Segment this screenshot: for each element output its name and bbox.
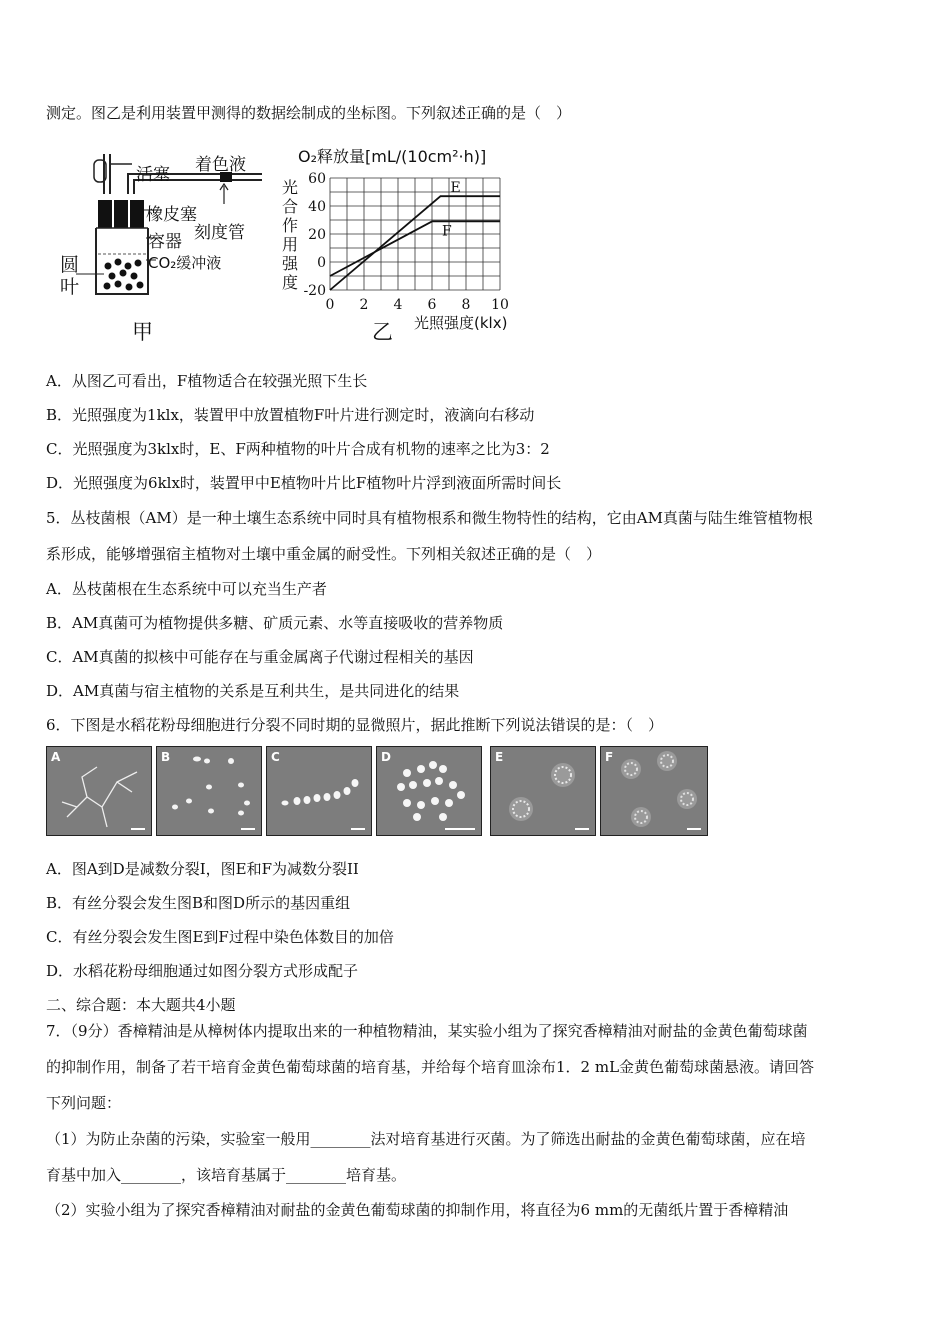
question-4-stem: 测定。图乙是利用装置甲测得的数据绘制成的坐标图。下列叙述正确的是（ ） — [46, 104, 572, 122]
y-tick-label: 60 — [308, 171, 326, 187]
leaf-label-2: 叶 — [60, 276, 80, 298]
q6-option-c: C．有丝分裂会发生图E到F过程中染色体数目的加倍 — [46, 928, 394, 946]
section-heading: 二、综合题：本大题共4小题 — [46, 996, 236, 1014]
series-label-f: F — [442, 223, 452, 240]
apparatus-caption: 甲 — [132, 320, 153, 344]
micrograph-d — [376, 746, 482, 836]
micrograph-b-tag: B — [161, 750, 171, 764]
y-tick-label: 0 — [317, 255, 326, 271]
leaf-label-1: 圆 — [60, 254, 80, 276]
container-label: 容器 — [148, 232, 182, 252]
scale-tube-label: 刻度管 — [194, 223, 245, 243]
x-tick-label: 2 — [359, 297, 369, 313]
x-tick-label: 0 — [325, 297, 335, 313]
y-tick-label: 20 — [308, 227, 326, 243]
q7-line-2: 的抑制作用，制备了若干培育金黄色葡萄球菌的培育基，并给每个培育皿涂布1．2 mL金黄色葡萄球菌悬液。请回答 — [46, 1058, 815, 1076]
q4-option-d: D．光照强度为6klx时，装置甲中E植物叶片比F植物叶片浮到液面所需时间长 — [46, 474, 562, 492]
y-tick-label: 40 — [308, 199, 326, 215]
q5-option-c: C．AM真菌的拟核中可能存在与重金属离子代谢过程相关的基因 — [46, 648, 474, 666]
x-tick-label: 4 — [393, 297, 403, 313]
buffer-label: CO₂缓冲液 — [148, 254, 222, 272]
micrograph-f — [600, 746, 708, 836]
q7-line-3: 下列问题： — [46, 1094, 122, 1112]
graph-caption: 乙 — [372, 320, 393, 344]
x-tick-label: 8 — [461, 297, 471, 313]
q6-stem: 6．下图是水稻花粉母细胞进行分裂不同时期的显微照片，据此推断下列说法错误的是：（ ） — [46, 716, 664, 734]
micrograph-a — [46, 746, 152, 836]
q4-option-c: C．光照强度为3klx时，E、F两种植物的叶片合成有机物的速率之比为3：2 — [46, 440, 550, 458]
micrograph-c-tag: C — [271, 750, 280, 764]
valve-label: 活塞 — [136, 165, 170, 185]
x-tick-label: 10 — [491, 297, 509, 313]
q7-line-4: （1）为防止杂菌的污染，实验室一般用________法对培育基进行灭菌。为了筛选出耐盐的金黄色葡萄球菌，应在培 — [46, 1130, 806, 1148]
series-label-e: E — [450, 180, 461, 197]
micrograph-e-tag: E — [495, 750, 504, 764]
graph-title: O₂释放量[mL/(10cm²·h)] — [298, 147, 487, 166]
y-tick-label: -20 — [303, 283, 326, 299]
x-tick-label: 6 — [427, 297, 437, 313]
q7-line-6: （2）实验小组为了探究香樟精油对耐盐的金黄色葡萄球菌的抑制作用，将直径为6 mm的无菌纸片置于香樟精油 — [46, 1201, 789, 1219]
q5-option-a: A．丛枝菌根在生态系统中可以充当生产者 — [46, 580, 327, 598]
q5-option-d: D．AM真菌与宿主植物的关系是互利共生，是共同进化的结果 — [46, 682, 460, 700]
graph-y-label: 光合作用强度 — [282, 178, 299, 292]
micrograph-d-tag: D — [381, 750, 391, 764]
micrograph-c — [266, 746, 372, 836]
q6-option-a: A．图A到D是减数分裂I，图E和F为减数分裂II — [46, 860, 359, 878]
q7-line-5: 育基中加入________，该培育基属于________培育基。 — [46, 1166, 407, 1184]
q5-option-b: B．AM真菌可为植物提供多糖、矿质元素、水等直接吸收的营养物质 — [46, 614, 504, 632]
q5-stem-line-2: 系形成，能够增强宿主植物对土壤中重金属的耐受性。下列相关叙述正确的是（ ） — [46, 545, 602, 563]
q7-line-1: 7．（9分）香樟精油是从樟树体内提取出来的一种植物精油，某实验小组为了探究香樟精油对耐盐的金黄色葡萄球菌 — [46, 1022, 808, 1040]
graph-x-label: 光照强度(klx) — [414, 314, 508, 332]
stopper-label: 橡皮塞 — [146, 205, 197, 225]
micrograph-b — [156, 746, 262, 836]
q6-option-d: D．水稻花粉母细胞通过如图分裂方式形成配子 — [46, 962, 359, 980]
q4-option-b: B．光照强度为1klx，装置甲中放置植物F叶片进行测定时，液滴向右移动 — [46, 406, 535, 424]
micrograph-f-tag: F — [605, 750, 614, 764]
q5-stem-line-1: 5．丛枝菌根（AM）是一种土壤生态系统中同时具有植物根系和微生物特性的结构，它由AM真菌与陆生维管植物根 — [46, 509, 813, 527]
dye-label: 着色液 — [195, 155, 246, 175]
micrograph-e — [490, 746, 596, 836]
line-chart — [300, 170, 530, 315]
micrograph-a-tag: A — [51, 750, 61, 764]
q6-option-b: B．有丝分裂会发生图B和图D所示的基因重组 — [46, 894, 351, 912]
q4-option-a: A．从图乙可看出，F植物适合在较强光照下生长 — [46, 372, 368, 390]
